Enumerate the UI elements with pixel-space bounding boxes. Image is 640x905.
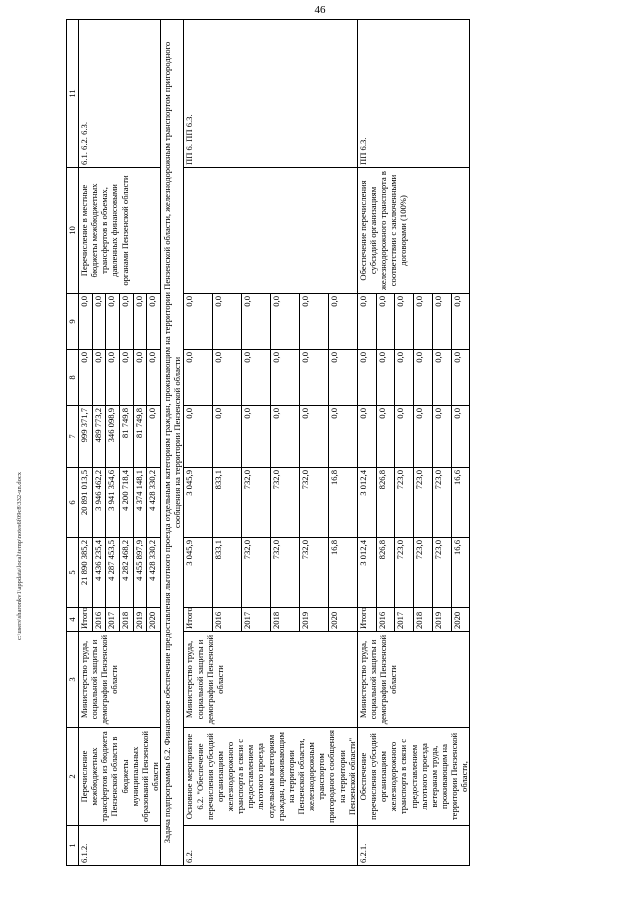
table-body [67, 20, 470, 866]
value-cell: 826,8 [376, 468, 395, 538]
row-indicators: 6.1. 6.2. 6.3. [79, 20, 161, 168]
value-cell: 826,8 [376, 538, 395, 608]
value-cell: 0,0 [213, 350, 242, 406]
value-cell: 16,8 [328, 468, 357, 538]
value-cell: 0,0 [451, 350, 470, 406]
value-cell: 0,0 [213, 406, 242, 468]
value-cell: 0,0 [147, 406, 161, 468]
value-cell: 3 941 354,6 [106, 468, 120, 538]
page-number: 46 [314, 4, 326, 16]
value-cell: 0,0 [79, 294, 93, 350]
value-cell: 0,0 [395, 294, 414, 350]
value-cell: 0,0 [271, 350, 300, 406]
value-cell: 81 749,8 [120, 406, 134, 468]
year-cell: 2020 [451, 608, 470, 632]
row-executor: Министерство труда, социальной защиты и демографии Пензенской области [357, 632, 470, 728]
row-indicators: ПП 6. ПП 6.3. [184, 20, 357, 168]
row-name: Основное мероприятие 6.2. "Обеспечение перечисления субсидий организациям железнодорожного транспорта в связи с предоставлением льготного проезда отдельным категориям граждан, проживающим на территории Пензенской области, железнодорожным транспортом пригородного сообщения на территории Пензенской области" [184, 728, 357, 826]
value-cell: 0,0 [147, 294, 161, 350]
value-cell: 16,6 [451, 538, 470, 608]
value-cell: 489 773,2 [92, 406, 106, 468]
year-cell: 2020 [328, 608, 357, 632]
year-cell: 2020 [147, 608, 161, 632]
value-cell: 0,0 [120, 294, 134, 350]
value-cell: 0,0 [328, 406, 357, 468]
value-cell: 21 890 385,2 [79, 538, 93, 608]
value-cell: 0,0 [133, 350, 147, 406]
value-cell: 0,0 [357, 294, 376, 350]
row-code: 6.2. [184, 826, 357, 866]
column-number-row [67, 20, 79, 866]
year-cell: 2019 [299, 608, 328, 632]
value-cell: 732,0 [271, 468, 300, 538]
year-cell: 2016 [213, 608, 242, 632]
table-row [357, 20, 376, 866]
value-cell: 4 287 453,5 [106, 538, 120, 608]
column-number: 3 [67, 632, 79, 728]
value-cell: 0,0 [395, 406, 414, 468]
value-cell: 999 371,7 [79, 406, 93, 468]
value-cell: 0,0 [328, 350, 357, 406]
value-cell: 4 282 468,2 [120, 538, 134, 608]
value-cell: 0,0 [376, 350, 395, 406]
value-cell: 723,0 [414, 468, 433, 538]
row-indicators: ПП 6.3. [357, 20, 470, 168]
value-cell: 723,0 [414, 538, 433, 608]
value-cell: 732,0 [242, 538, 271, 608]
year-cell: 2016 [376, 608, 395, 632]
value-cell: 0,0 [432, 350, 451, 406]
row-result: Обеспечение перечисления субсидий организациям железнодорожного транспорта в соответствии с заключенными договорами (100%) [357, 168, 470, 294]
value-cell: 723,0 [395, 468, 414, 538]
value-cell: 3 012,4 [357, 538, 376, 608]
value-cell: 0,0 [357, 350, 376, 406]
value-cell: 0,0 [395, 350, 414, 406]
value-cell: 0,0 [432, 294, 451, 350]
value-cell: 346 098,9 [106, 406, 120, 468]
value-cell: 0,0 [299, 350, 328, 406]
year-cell: Итого [184, 608, 213, 632]
value-cell: 833,1 [213, 538, 242, 608]
year-cell: 2017 [106, 608, 120, 632]
value-cell: 81 749,8 [133, 406, 147, 468]
column-number: 6 [67, 468, 79, 538]
value-cell: 4 436 235,4 [92, 538, 106, 608]
value-cell: 0,0 [92, 350, 106, 406]
column-number: 8 [67, 350, 79, 406]
value-cell: 0,0 [184, 350, 213, 406]
value-cell: 0,0 [242, 294, 271, 350]
value-cell: 0,0 [106, 294, 120, 350]
value-cell: 3 045,9 [184, 538, 213, 608]
value-cell: 833,1 [213, 468, 242, 538]
year-cell: 2019 [432, 608, 451, 632]
value-cell: 732,0 [242, 468, 271, 538]
row-code: 6.1.2. [79, 826, 161, 866]
column-number: 1 [67, 826, 79, 866]
value-cell: 0,0 [451, 406, 470, 468]
table-row [184, 20, 213, 866]
year-cell: 2017 [242, 608, 271, 632]
value-cell: 0,0 [376, 406, 395, 468]
value-cell: 0,0 [299, 294, 328, 350]
value-cell: 4 428 330,2 [147, 538, 161, 608]
year-cell: 2018 [271, 608, 300, 632]
value-cell: 732,0 [299, 538, 328, 608]
value-cell: 0,0 [451, 294, 470, 350]
value-cell: 0,0 [271, 294, 300, 350]
document-path-footer: c:\users\sharonkv1\appdata\local\temp\notes6f09c8\332-un.docx [16, 471, 23, 640]
value-cell: 723,0 [432, 538, 451, 608]
row-executor: Министерство труда, социальной защиты и демографии Пензенской области [184, 632, 357, 728]
row-name: Перечисление межбюджетных трансфертов из бюджета Пензенской области в бюджеты муниципальных образований Пензенской области [79, 728, 161, 826]
value-cell: 0,0 [213, 294, 242, 350]
value-cell: 0,0 [376, 294, 395, 350]
column-number: 10 [67, 168, 79, 294]
value-cell: 16,8 [328, 538, 357, 608]
rotated-table-container [66, 20, 606, 866]
column-number: 11 [67, 20, 79, 168]
value-cell: 3 045,9 [184, 468, 213, 538]
value-cell: 4 374 148,1 [133, 468, 147, 538]
value-cell: 3 946 462,2 [92, 468, 106, 538]
value-cell: 0,0 [184, 406, 213, 468]
column-number: 2 [67, 728, 79, 826]
table-row [79, 20, 93, 866]
value-cell: 0,0 [432, 406, 451, 468]
year-cell: 2019 [133, 608, 147, 632]
value-cell: 3 012,4 [357, 468, 376, 538]
row-code: 6.2.1. [357, 826, 470, 866]
task-row [161, 20, 184, 866]
column-number: 5 [67, 538, 79, 608]
value-cell: 0,0 [184, 294, 213, 350]
value-cell: 0,0 [106, 350, 120, 406]
row-executor: Министерство труда, социальной защиты и демографии Пензенской области [79, 632, 161, 728]
year-cell: 2016 [92, 608, 106, 632]
column-number: 9 [67, 294, 79, 350]
value-cell: 4 428 330,2 [147, 468, 161, 538]
value-cell: 0,0 [133, 294, 147, 350]
row-name: Обеспечение перечисления субсидий организациям железнодорожного транспорта в связи с предоставлением льготного проезда ветеранам труда, проживающим на территории Пензенской области, [357, 728, 470, 826]
value-cell: 4 455 897,9 [133, 538, 147, 608]
value-cell: 0,0 [120, 350, 134, 406]
year-cell: 2017 [395, 608, 414, 632]
value-cell: 0,0 [357, 406, 376, 468]
year-cell: Итого [79, 608, 93, 632]
row-result: Перечисление в местные бюджеты межбюджетных трансфертов в объемах, давленных финансовыми органами Пензенской области [79, 168, 161, 294]
column-number: 4 [67, 608, 79, 632]
value-cell: 20 891 013,5 [79, 468, 93, 538]
value-cell: 732,0 [299, 468, 328, 538]
row-result [184, 168, 357, 294]
value-cell: 0,0 [147, 350, 161, 406]
value-cell: 0,0 [414, 406, 433, 468]
value-cell: 0,0 [242, 406, 271, 468]
value-cell: 0,0 [92, 294, 106, 350]
value-cell: 0,0 [242, 350, 271, 406]
value-cell: 0,0 [328, 294, 357, 350]
task-text: Задача подпрограммы 6.2. Финансовое обеспечение предоставления льготного проезда отдельным категориям граждан, проживающим на территории Пензенской области, железнодорожным транспортом пригородного сообщения на территории Пензенской области [161, 20, 184, 866]
year-cell: 2018 [414, 608, 433, 632]
value-cell: 0,0 [414, 350, 433, 406]
value-cell: 0,0 [299, 406, 328, 468]
value-cell: 4 200 718,4 [120, 468, 134, 538]
column-number: 7 [67, 406, 79, 468]
value-cell: 723,0 [395, 538, 414, 608]
program-table [66, 19, 470, 866]
value-cell: 732,0 [271, 538, 300, 608]
year-cell: Итого [357, 608, 376, 632]
value-cell: 0,0 [79, 350, 93, 406]
value-cell: 16,6 [451, 468, 470, 538]
value-cell: 0,0 [271, 406, 300, 468]
value-cell: 0,0 [414, 294, 433, 350]
year-cell: 2018 [120, 608, 134, 632]
value-cell: 723,0 [432, 468, 451, 538]
